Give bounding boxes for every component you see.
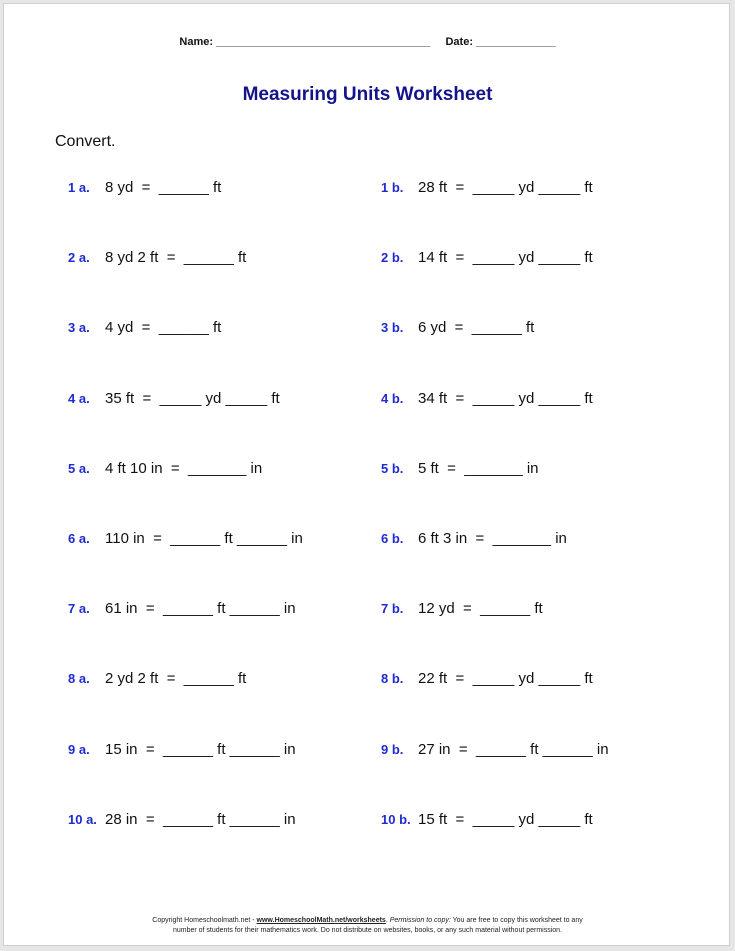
problem-text: 8 yd = ______ ft (105, 179, 222, 196)
footer-permission-label: Permission to copy: (389, 917, 451, 924)
problem-number: 2 b. (381, 250, 404, 266)
instructions: Convert. (55, 133, 116, 150)
date-blank: _____________ (476, 36, 556, 48)
footer (4, 916, 731, 936)
problem-text: 15 ft = _____ yd _____ ft (418, 810, 593, 828)
footer-line-2: number of students for their mathematics work. Do not distribute on websites, books, or any such material without permission. (172, 927, 563, 934)
problem-item (381, 528, 567, 550)
problem-text: 61 in = ______ ft ______ in (105, 600, 296, 618)
problem-number: 9 a. (68, 741, 90, 757)
problem-text: 14 ft = _____ yd _____ ft (418, 249, 593, 267)
problem-number: 1 a. (68, 180, 90, 195)
problem-text: 8 yd 2 ft = ______ ft (105, 249, 247, 267)
problem-number: 8 a. (68, 671, 90, 687)
problem-item (381, 598, 543, 620)
problem-item (381, 809, 593, 831)
problem-text: 5 ft = _______ in (418, 459, 539, 477)
problem-item (68, 598, 296, 620)
problem-item (381, 739, 609, 761)
problem-text: 6 ft 3 in = _______ in (418, 530, 567, 547)
problem-text: 6 yd = ______ ft (418, 319, 535, 337)
problem-number: 10 a. (68, 811, 97, 827)
problem-text: 35 ft = _____ yd _____ ft (105, 389, 280, 407)
footer-copyright: Copyright Homeschoolmath.net - (152, 917, 257, 924)
header-line (4, 36, 731, 48)
problem-number: 7 a. (68, 601, 90, 617)
problem-item (68, 177, 221, 199)
problem-text: 110 in = ______ ft ______ in (105, 530, 303, 547)
problem-number: 4 a. (68, 390, 90, 406)
problem-item (68, 739, 296, 761)
problem-item (68, 317, 221, 339)
problem-text: 4 yd = ______ ft (105, 319, 222, 337)
problem-text: 22 ft = _____ yd _____ ft (418, 670, 593, 688)
problem-item (68, 668, 246, 690)
problem-text: 4 ft 10 in = _______ in (105, 459, 263, 477)
date-label: Date: (445, 36, 473, 48)
footer-permission-text: You are free to copy this worksheet to any (450, 917, 583, 924)
problem-text: 27 in = ______ ft ______ in (418, 740, 609, 758)
problem-number: 6 b. (381, 531, 404, 546)
footer-line-1 (4, 916, 731, 926)
worksheet-page (3, 3, 730, 946)
problem-text: 34 ft = _____ yd _____ ft (418, 389, 593, 407)
problem-number: 2 a. (68, 250, 90, 266)
footer-period: . (385, 917, 390, 924)
problem-item (381, 458, 539, 480)
problem-number: 5 b. (381, 460, 404, 476)
problem-item (381, 317, 534, 339)
problem-item (68, 528, 303, 550)
problem-text: 28 in = ______ ft ______ in (105, 810, 296, 828)
problem-number: 1 b. (381, 180, 404, 195)
problem-item (68, 809, 296, 831)
problem-item (381, 668, 593, 690)
problem-item (381, 177, 593, 199)
problem-number: 4 b. (381, 390, 404, 406)
problem-item (68, 458, 262, 480)
problem-number: 5 a. (68, 460, 90, 476)
name-blank: ___________________________________ (216, 36, 431, 48)
problem-item (68, 247, 246, 269)
problem-text: 15 in = ______ ft ______ in (105, 740, 296, 758)
problem-text: 2 yd 2 ft = ______ ft (105, 670, 247, 688)
problem-number: 8 b. (381, 671, 404, 687)
page-title: Measuring Units Worksheet (242, 84, 493, 105)
problem-item (381, 247, 593, 269)
problem-number: 3 a. (68, 320, 90, 336)
problem-item (381, 388, 593, 410)
problem-number: 9 b. (381, 741, 404, 757)
footer-link[interactable]: www.HomeschoolMath.net/worksheets (256, 917, 386, 924)
problem-number: 6 a. (68, 531, 90, 546)
problem-number: 10 b. (381, 811, 411, 827)
problem-text: 28 ft = _____ yd _____ ft (418, 179, 593, 196)
name-label: Name: (179, 36, 214, 48)
problem-item (68, 388, 280, 410)
problem-number: 3 b. (381, 320, 404, 336)
problem-text: 12 yd = ______ ft (418, 600, 543, 618)
problem-number: 7 b. (381, 601, 404, 617)
